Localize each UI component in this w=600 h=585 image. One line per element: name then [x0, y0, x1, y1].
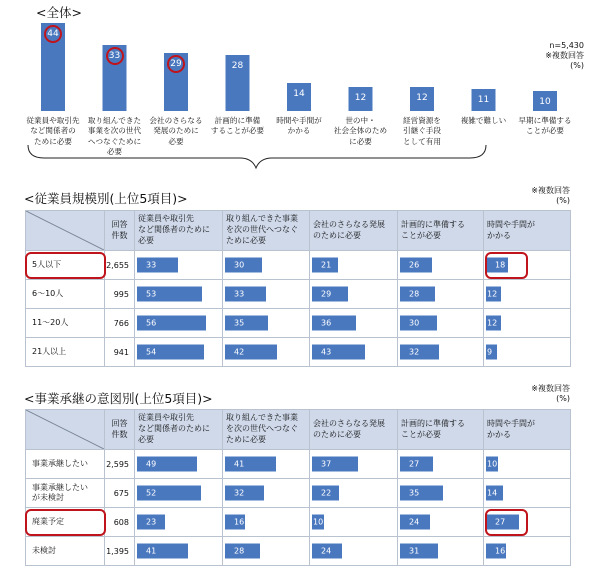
category-label-6: 経営資源を 引継ぐ手段 として有用 — [403, 116, 441, 146]
value-cell — [223, 450, 310, 479]
row-label: 事業承継したい が未検討 — [26, 479, 105, 508]
multi-answer-note: ※複数回答 — [545, 51, 584, 60]
n-header: 回答 件数 — [105, 410, 135, 450]
value-cell — [223, 338, 310, 367]
value-cell — [223, 508, 310, 537]
value-bar: 27 — [400, 457, 433, 472]
value-bar: 30 — [400, 316, 437, 331]
value-cell — [310, 537, 398, 566]
highlight-value-cell — [485, 509, 528, 536]
category-label-0: 従業員や取引先 など関係者の ために必要 — [26, 116, 80, 146]
value-cell — [398, 251, 484, 280]
value-bar: 26 — [400, 258, 432, 273]
value-bar: 14 — [486, 486, 503, 501]
bar-value-5: 12 — [354, 93, 367, 103]
value-cell — [310, 450, 398, 479]
unit-note: (%) — [556, 394, 570, 403]
value-cell — [310, 508, 398, 537]
highlight-value-cell — [485, 252, 528, 279]
value-bar: 29 — [312, 287, 348, 302]
value-bar: 10 — [486, 457, 498, 472]
row-label: 5人以下 — [26, 251, 105, 280]
value-cell — [135, 450, 223, 479]
value-cell — [484, 479, 571, 508]
section-title-overall: <全体> — [36, 5, 82, 20]
value-bar: 24 — [400, 515, 430, 530]
value-bar: 10 — [312, 515, 324, 530]
value-cell — [398, 537, 484, 566]
value-bar: 23 — [137, 515, 165, 530]
value-cell — [484, 537, 571, 566]
highlight-circle-1 — [106, 47, 124, 65]
column-header-1: 取り組んできた事業 を次の世代へつなぐ ために必要 — [223, 211, 310, 251]
value-bar: 49 — [137, 457, 197, 472]
column-header-1: 取り組んできた事業 を次の世代へつなぐ ために必要 — [223, 410, 310, 450]
value-bar: 37 — [312, 457, 358, 472]
value-cell — [135, 479, 223, 508]
table-row — [26, 338, 571, 367]
highlight-circle-0 — [44, 25, 62, 43]
value-bar: 16 — [225, 515, 245, 530]
bar-value-6: 12 — [416, 93, 428, 103]
value-cell — [223, 251, 310, 280]
bar-value-7: 11 — [477, 95, 490, 105]
value-bar: 32 — [225, 486, 264, 501]
column-header-3: 計画的に準備する ことが必要 — [398, 410, 484, 450]
corner-cell — [26, 211, 105, 251]
value-bar: 16 — [486, 544, 506, 559]
response-count: 608 — [105, 508, 135, 537]
row-label: 11〜20人 — [26, 309, 105, 338]
row-label: 未検討 — [26, 537, 105, 566]
response-count: 675 — [105, 479, 135, 508]
value-cell — [135, 537, 223, 566]
value-cell — [310, 338, 398, 367]
bar-value-3: 28 — [231, 61, 244, 71]
category-label-5: 世の中・ 社会全体のため に必要 — [333, 116, 388, 146]
row-label: 21人以上 — [26, 338, 105, 367]
response-count: 941 — [105, 338, 135, 367]
highlight-row-label — [25, 509, 106, 536]
response-count: 2,595 — [105, 450, 135, 479]
column-header-2: 会社のさらなる発展 のために必要 — [310, 410, 398, 450]
value-bar: 12 — [486, 316, 501, 331]
response-count: 1,395 — [105, 537, 135, 566]
value-cell — [223, 537, 310, 566]
value-bar: 35 — [400, 486, 443, 501]
value-bar: 41 — [225, 457, 276, 472]
row-label: 6〜10人 — [26, 280, 105, 309]
unit-note: (%) — [570, 61, 584, 70]
value-bar: 22 — [312, 486, 339, 501]
highlight-circle-2 — [167, 55, 185, 73]
n-note: n=5,430 — [549, 41, 584, 50]
column-header-2: 会社のさらなる発展 のために必要 — [310, 211, 398, 251]
bar-value-2: 29 — [170, 59, 182, 69]
column-header-0: 従業員や取引先 など関係者のために 必要 — [135, 410, 223, 450]
column-header-4: 時間や手間が かかる — [484, 211, 571, 251]
column-header-0: 従業員や取引先 など関係者のために 必要 — [135, 211, 223, 251]
table-row — [26, 450, 571, 479]
value-cell — [484, 450, 571, 479]
value-cell — [223, 280, 310, 309]
value-cell — [484, 280, 571, 309]
multi-answer-note: ※複数回答 — [531, 186, 570, 195]
value-cell — [398, 508, 484, 537]
by-intent-notes — [531, 384, 570, 404]
value-cell — [398, 338, 484, 367]
response-count: 766 — [105, 309, 135, 338]
row-label: 廃業予定 — [26, 508, 105, 537]
category-label-8: 早期に準備する ことが必要 — [518, 116, 572, 136]
bar-value-8: 10 — [539, 97, 551, 107]
value-bar: 32 — [400, 345, 439, 360]
value-bar: 41 — [137, 544, 188, 559]
highlight-row-label — [25, 252, 106, 279]
value-cell — [223, 309, 310, 338]
value-cell — [223, 479, 310, 508]
value-cell — [310, 280, 398, 309]
value-cell — [398, 479, 484, 508]
value-bar: 27 — [486, 515, 519, 530]
value-bar: 36 — [312, 316, 356, 331]
value-cell — [310, 309, 398, 338]
value-cell — [135, 309, 223, 338]
value-bar: 33 — [225, 287, 266, 302]
column-header-3: 計画的に準備する ことが必要 — [398, 211, 484, 251]
by-size-notes — [531, 186, 570, 206]
category-label-7: 複雑で難しい — [460, 116, 507, 125]
value-bar: 21 — [312, 258, 338, 273]
value-bar: 42 — [225, 345, 277, 360]
category-label-2: 会社のさらなる 発展のために 必要 — [149, 116, 203, 146]
value-bar: 30 — [225, 258, 262, 273]
value-bar: 52 — [137, 486, 201, 501]
value-bar: 12 — [486, 287, 501, 302]
value-bar: 53 — [137, 287, 202, 302]
multi-answer-note: ※複数回答 — [531, 384, 570, 393]
table-row — [26, 479, 571, 508]
response-count: 2,655 — [105, 251, 135, 280]
value-bar: 18 — [486, 258, 508, 273]
value-cell — [310, 251, 398, 280]
value-bar: 31 — [400, 544, 438, 559]
by-size-table — [25, 210, 571, 367]
value-cell — [310, 479, 398, 508]
n-header: 回答 件数 — [105, 211, 135, 251]
section-title-by-size: <従業員規模別(上位5項目)> — [24, 191, 188, 206]
category-label-4: 時間や手間が かかる — [276, 116, 322, 136]
value-bar: 54 — [137, 345, 204, 360]
value-cell — [398, 309, 484, 338]
bar-value-1: 33 — [108, 51, 121, 61]
bar-value-4: 14 — [293, 89, 305, 99]
value-bar: 24 — [312, 544, 342, 559]
table-row — [26, 537, 571, 566]
value-cell — [135, 251, 223, 280]
value-bar: 35 — [225, 316, 268, 331]
value-bar: 43 — [312, 345, 365, 360]
value-bar: 33 — [137, 258, 178, 273]
value-cell — [398, 450, 484, 479]
value-cell — [484, 309, 571, 338]
diagonal-line — [26, 211, 104, 250]
value-cell — [135, 338, 223, 367]
corner-cell — [26, 410, 105, 450]
table-row — [26, 280, 571, 309]
value-cell — [484, 338, 571, 367]
column-header-4: 時間や手間が かかる — [484, 410, 571, 450]
category-label-3: 計画的に準備 することが必要 — [210, 116, 265, 136]
value-bar: 28 — [400, 287, 435, 302]
value-cell — [398, 280, 484, 309]
row-label: 事業承継したい — [26, 450, 105, 479]
table-row — [26, 309, 571, 338]
diagonal-line — [26, 410, 104, 449]
bar-value-0: 44 — [47, 29, 59, 39]
section-title-by-intent: <事業承継の意図別(上位5項目)> — [24, 391, 213, 406]
value-bar: 56 — [137, 316, 206, 331]
value-bar: 9 — [486, 345, 497, 360]
value-cell — [135, 280, 223, 309]
response-count: 995 — [105, 280, 135, 309]
unit-note: (%) — [556, 196, 570, 205]
category-label-1: 取り組んできた 事業を次の世代 へつなぐために 必要 — [87, 116, 142, 156]
value-cell — [135, 508, 223, 537]
by-intent-table — [25, 409, 571, 566]
value-bar: 28 — [225, 544, 260, 559]
